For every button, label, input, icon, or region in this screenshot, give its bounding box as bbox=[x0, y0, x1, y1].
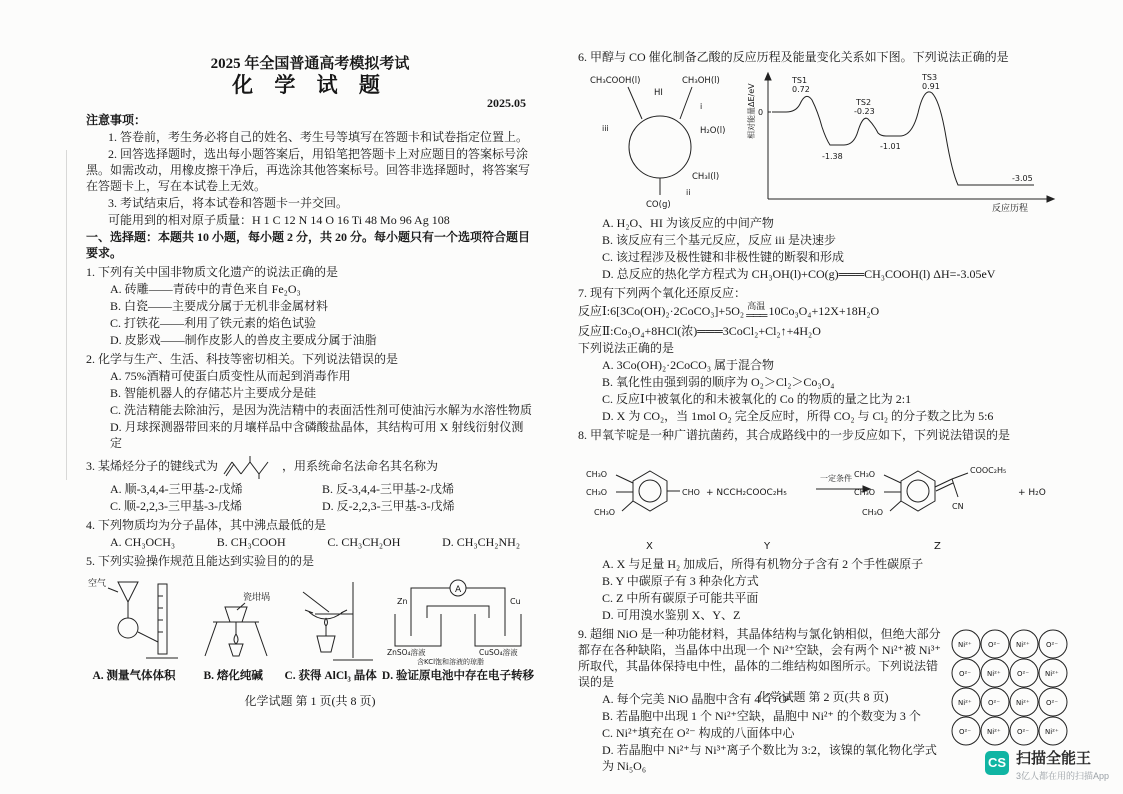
q3-option-d: D. 反-2,2,3-三甲基-3-戊烯 bbox=[322, 499, 455, 513]
q5-caption-d: D. 验证原电池中存在电子转移 bbox=[381, 670, 534, 682]
svg-text:Ni²⁺: Ni²⁺ bbox=[987, 670, 1001, 678]
q6-catalytic-cycle-diagram bbox=[588, 67, 738, 213]
svg-text:-3.05: -3.05 bbox=[1012, 174, 1033, 183]
q9-nio-lattice-diagram bbox=[950, 628, 1068, 746]
subject-title: 化 学 试 题 bbox=[232, 73, 388, 97]
q4-option-d: D. CH₃CH₂NH₂ bbox=[442, 535, 520, 549]
q7-reaction-1-left: 反应Ⅰ:6[3Co(OH)₂·2CoCO₃]+5O₂ bbox=[578, 303, 745, 318]
page-2-footer: 化学试题 第 2 页(共 8 页) bbox=[757, 690, 889, 704]
svg-text:Ni²⁺: Ni²⁺ bbox=[987, 728, 1001, 736]
svg-text:Z: Z bbox=[934, 541, 941, 552]
q3-option-c: C. 顺-2,2,3-三甲基-3-戊烯 bbox=[110, 499, 242, 513]
svg-text:CH₃O: CH₃O bbox=[594, 508, 616, 517]
scanner-watermark bbox=[985, 751, 1109, 783]
svg-text:CuSO₄溶液: CuSO₄溶液 bbox=[478, 648, 518, 657]
svg-text:H₂O(l): H₂O(l) bbox=[700, 126, 726, 136]
q7-reaction-1-right: 10Co₃O₄+12X+18H₂O bbox=[768, 303, 880, 318]
svg-text:O²⁻: O²⁻ bbox=[988, 641, 1001, 649]
q7-option-d: D. X 为 CO₂，当 1mol O₂ 完全反应时，所得 CO₂ 与 Cl₂ 的分子数之比为 5:6 bbox=[602, 409, 994, 423]
svg-text:+ NCCH₂COOC₂H₅: + NCCH₂COOC₂H₅ bbox=[706, 488, 787, 498]
q7-reaction-2: 反应Ⅱ:Co₃O₄+8HCl(浓)═══3CoCl₂+Cl₂↑+4H₂O bbox=[578, 324, 821, 338]
q8-option-d: D. 可用溴水鉴别 X、Y、Z bbox=[602, 608, 741, 622]
q8-option-c: C. Z 中所有碳原子可能共平面 bbox=[602, 591, 759, 605]
scanner-brand-name: 扫描全能王 bbox=[1015, 749, 1091, 767]
q2-option-d: D. 月球探测器带回来的月壤样品中含磷酸盐晶体，其结构可用 X 射线衍射仪测定 bbox=[110, 420, 524, 450]
q6-stem: 6. 甲醇与 CO 催化制备乙酸的反应历程及能量变化关系如下图。下列说法正确的是 bbox=[578, 50, 1009, 64]
svg-text:0.91: 0.91 bbox=[922, 82, 940, 91]
atomic-mass-line: 可能用到的相对原子质量：H 1 C 12 N 14 O 16 Ti 48 Mo 96 Ag 108 bbox=[108, 213, 450, 227]
svg-text:-1.38: -1.38 bbox=[822, 152, 843, 161]
svg-text:O²⁻: O²⁻ bbox=[959, 670, 972, 678]
svg-text:0.72: 0.72 bbox=[792, 85, 810, 94]
q9-option-b: B. 若晶胞中出现 1 个 Ni²⁺空缺，晶胞中 Ni²⁺ 的个数变为 3 个 bbox=[602, 709, 921, 723]
q3-stem-post: ，用系统命名法命名其名称为 bbox=[282, 458, 439, 473]
q6-option-b: B. 该反应有三个基元反应，反应 iii 是决速步 bbox=[602, 233, 837, 247]
svg-text:CH₃COOH(l): CH₃COOH(l) bbox=[590, 76, 641, 86]
scanner-tagline: 3亿人都在用的扫描App bbox=[1015, 771, 1109, 781]
exam-date: 2025.05 bbox=[487, 96, 526, 110]
q4-option-b: B. CH₃COOH bbox=[216, 535, 286, 549]
q5-stem: 5. 下列实验操作规范且能达到实验目的的是 bbox=[86, 554, 315, 568]
q6-option-c: C. 该过程涉及极性键和非极性键的断裂和形成 bbox=[602, 250, 845, 264]
notice-3: 3. 考试结束后，将本试卷和答题卡一并交回。 bbox=[108, 196, 349, 210]
q9-stem: 9. 超细 NiO 是一种功能材料，其晶体结构与氯化钠相似，但绝大部分都存在各种缺陷，当晶体中出现一个 Ni²⁺空缺，会有两个 Ni²⁺被 Ni³⁺所取代，其晶体保持电中性，晶体的二维结构如图所示。下列说法错误的是 bbox=[578, 627, 941, 689]
svg-text:Ni²⁺: Ni²⁺ bbox=[958, 641, 972, 649]
svg-text:CH₃O: CH₃O bbox=[862, 508, 884, 517]
svg-text:O²⁻: O²⁻ bbox=[1046, 699, 1059, 707]
svg-text:O²⁻: O²⁻ bbox=[988, 699, 1001, 707]
svg-text:CH₃O: CH₃O bbox=[854, 488, 876, 497]
q4-stem: 4. 下列物质均为分子晶体，其中沸点最低的是 bbox=[86, 518, 327, 532]
q5-caption-b: B. 熔化纯碱 bbox=[203, 670, 263, 682]
q1-option-b: B. 白瓷——主要成分属于无机非金属材料 bbox=[110, 299, 329, 313]
q5-figure-b bbox=[187, 574, 279, 684]
q7-option-a: A. 3Co(OH)₂·2CoCO₃ 属于混合物 bbox=[602, 358, 775, 372]
q5-caption-c: C. 获得 AlCl₃ 晶体 bbox=[284, 670, 377, 682]
q1-option-a: A. 砖雕——青砖中的青色来自 Fe₂O₃ bbox=[110, 282, 301, 296]
q5-figure-d bbox=[382, 574, 534, 684]
q9-option-c: C. Ni²⁺填充在 O²⁻ 构成的八面体中心 bbox=[602, 726, 795, 740]
svg-text:ZnSO₄溶液: ZnSO₄溶液 bbox=[386, 648, 426, 657]
svg-text:-1.01: -1.01 bbox=[880, 142, 901, 151]
svg-text:0: 0 bbox=[758, 108, 764, 117]
notice-header: 注意事项： bbox=[86, 113, 147, 127]
svg-text:Ni²⁺: Ni²⁺ bbox=[1045, 670, 1059, 678]
svg-text:反应历程: 反应历程 bbox=[992, 204, 1029, 213]
svg-text:空气: 空气 bbox=[88, 579, 107, 589]
svg-text:i: i bbox=[700, 102, 703, 111]
svg-text:CO(g): CO(g) bbox=[646, 200, 671, 210]
svg-text:CHO: CHO bbox=[682, 488, 700, 497]
notice-1: 1. 答卷前，考生务必将自己的姓名、考生号等填写在答题卡和试卷指定位置上。 bbox=[108, 130, 529, 144]
q6-energy-profile-chart bbox=[742, 67, 1066, 213]
svg-text:CH₃O: CH₃O bbox=[586, 470, 608, 479]
q6-option-a: A. H₂O、HI 为该反应的中间产物 bbox=[602, 216, 774, 230]
svg-text:O²⁻: O²⁻ bbox=[1017, 728, 1030, 736]
q7-reaction-1-condition: 高温 ═══ bbox=[746, 301, 767, 322]
svg-text:Ni²⁺: Ni²⁺ bbox=[958, 699, 972, 707]
q7-stem: 7. 现有下列两个氧化还原反应： bbox=[578, 286, 747, 300]
page-1-footer: 化学试题 第 1 页(共 8 页) bbox=[244, 694, 376, 708]
exam-page-1 bbox=[86, 56, 534, 684]
q5-caption-a: A. 测量气体体积 bbox=[92, 670, 176, 682]
scan-edge-artifact bbox=[66, 150, 67, 480]
svg-text:iii: iii bbox=[602, 124, 609, 133]
scanner-app-logo-icon: CS bbox=[985, 751, 1009, 775]
q2-option-c: C. 洗洁精能去除油污，是因为洗洁精中的表面活性剂可使油污水解为水溶性物质 bbox=[110, 403, 533, 417]
galvanic-cell-apparatus-icon bbox=[383, 574, 533, 666]
q3-bond-line-structure-icon bbox=[221, 454, 279, 480]
svg-text:HI: HI bbox=[654, 88, 663, 98]
q3-stem bbox=[86, 454, 534, 480]
svg-text:一定条件: 一定条件 bbox=[820, 474, 852, 483]
q8-stem: 8. 甲氧苄啶是一种广谱抗菌药，其合成路线中的一步反应如下，下列说法错误的是 bbox=[578, 428, 1011, 442]
svg-text:TS2: TS2 bbox=[856, 98, 872, 107]
q5-figure-a bbox=[86, 574, 182, 684]
svg-text:Cu: Cu bbox=[509, 597, 521, 606]
q1-stem: 1. 下列有关中国非物质文化遗产的说法正确的是 bbox=[86, 265, 339, 279]
svg-text:O²⁻: O²⁻ bbox=[1017, 670, 1030, 678]
section-1-header: 一、选择题：本题共 10 小题，每小题 2 分，共 20 分。每小题只有一个选项符合题目要求。 bbox=[86, 230, 531, 260]
q6-figure bbox=[588, 67, 1068, 213]
svg-text:TS3: TS3 bbox=[922, 73, 938, 82]
svg-text:CN: CN bbox=[952, 502, 964, 511]
q5-figure-c bbox=[284, 574, 376, 684]
svg-text:+ H₂O: + H₂O bbox=[1018, 488, 1046, 498]
svg-text:Y: Y bbox=[764, 541, 771, 552]
svg-text:O²⁻: O²⁻ bbox=[1046, 641, 1059, 649]
q3-option-a: A. 顺-3,4,4-三甲基-2-戊烯 bbox=[110, 482, 243, 496]
q8-option-b: B. Y 中碳原子有 3 种杂化方式 bbox=[602, 574, 759, 588]
svg-text:ii: ii bbox=[686, 188, 691, 197]
svg-text:COOC₂H₅: COOC₂H₅ bbox=[970, 466, 1007, 475]
q5-figure-row bbox=[86, 574, 534, 684]
evaporation-apparatus-icon bbox=[285, 574, 377, 666]
q2-stem: 2. 化学与生产、生活、科技等密切相关。下列说法错误的是 bbox=[86, 352, 399, 366]
q9-option-a: A. 每个完美 NiO 晶胞中含有 4 个 O²⁻ bbox=[602, 692, 797, 706]
q7-sub-stem: 下列说法正确的是 bbox=[578, 341, 675, 355]
svg-text:O²⁻: O²⁻ bbox=[959, 728, 972, 736]
q2-option-b: B. 智能机器人的存储芯片主要成分是硅 bbox=[110, 386, 317, 400]
q6-option-d: D. 总反应的热化学方程式为 CH₃OH(l)+CO(g)═══CH₃COOH(l) ΔH=-3.05eV bbox=[602, 267, 996, 281]
q9-option-d: D. 若晶胞中 Ni²⁺与 Ni³⁺离子个数比为 3:2，该镍的氧化物化学式为 Ni₅O₆ bbox=[602, 743, 937, 773]
q4-option-c: C. CH₃CH₂OH bbox=[327, 535, 401, 549]
q3-option-b: B. 反-3,4,4-三甲基-2-戊烯 bbox=[322, 482, 454, 496]
svg-text:Ni²⁺: Ni²⁺ bbox=[1045, 728, 1059, 736]
q7-option-c: C. 反应Ⅰ中被氧化的和未被氧化的 Co 的物质的量之比为 2:1 bbox=[602, 392, 912, 406]
q4-option-a: A. CH₃OCH₃ bbox=[110, 535, 176, 549]
q3-stem-pre: 3. 某烯烃分子的键线式为 bbox=[86, 458, 219, 473]
svg-text:TS1: TS1 bbox=[792, 76, 808, 85]
svg-text:Ni²⁺: Ni²⁺ bbox=[1016, 699, 1030, 707]
svg-text:Ni²⁺: Ni²⁺ bbox=[1016, 641, 1030, 649]
q1-option-c: C. 打铁花——利用了铁元素的焰色试验 bbox=[110, 316, 317, 330]
svg-text:Zn: Zn bbox=[396, 597, 408, 606]
svg-text:CH₃I(l): CH₃I(l) bbox=[692, 172, 720, 182]
q8-reaction-scheme bbox=[578, 443, 1062, 555]
svg-text:CH₃O: CH₃O bbox=[586, 488, 608, 497]
q2-option-a: A. 75%酒精可使蛋白质变性从而起到消毒作用 bbox=[110, 369, 351, 383]
svg-text:瓷坩埚: 瓷坩埚 bbox=[243, 593, 271, 603]
notice-2: 2. 回答选择题时，选出每小题答案后，用铅笔把答题卡上对应题目的答案标号涂黑。如需改动，用橡皮擦干净后，再选涂其他答案标号。回答非选择题时，将答案写在答题卡上，写在本试卷上无效。 bbox=[86, 147, 531, 193]
q1-option-d: D. 皮影戏——制作皮影人的兽皮主要成分属于油脂 bbox=[110, 333, 377, 347]
q8-option-a: A. X 与足量 H₂ 加成后，所得有机物分子含有 2 个手性碳原子 bbox=[602, 557, 924, 571]
gas-volume-apparatus-icon bbox=[86, 574, 182, 666]
svg-text:含KCl饱和溶液的琼脂: 含KCl饱和溶液的琼脂 bbox=[416, 658, 484, 666]
q7-reaction-1 bbox=[578, 302, 1068, 322]
crucible-heating-apparatus-icon bbox=[187, 574, 279, 666]
svg-text:相对能量ΔE/eV: 相对能量ΔE/eV bbox=[747, 83, 756, 139]
svg-text:CH₃OH(l): CH₃OH(l) bbox=[682, 76, 720, 86]
svg-text:A: A bbox=[454, 585, 462, 595]
q7-option-b: B. 氧化性由强到弱的顺序为 O₂＞Cl₂＞Co₃O₄ bbox=[602, 375, 835, 389]
exam-page-2 bbox=[578, 48, 1068, 774]
exam-title: 2025 年全国普通高考模拟考试 bbox=[210, 56, 410, 72]
svg-text:X: X bbox=[646, 541, 653, 552]
svg-text:-0.23: -0.23 bbox=[854, 107, 875, 116]
svg-text:CH₃O: CH₃O bbox=[854, 470, 876, 479]
